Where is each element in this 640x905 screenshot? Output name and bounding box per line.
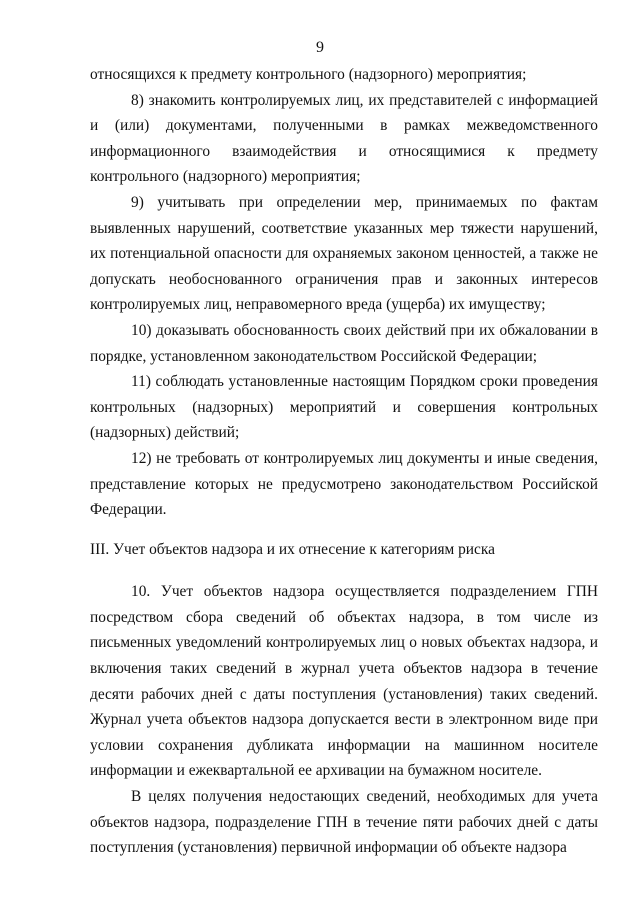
page-number: 9 bbox=[316, 39, 324, 56]
paragraph-section-10-continued: В целях получения недостающих сведений, необходимых для учета объектов надзора, подразделение ГПН в течение пяти рабочих дней с даты поступления (установления) первичной информации об объекте надзора bbox=[90, 788, 598, 857]
paragraph-section-10: 10. Учет объектов надзора осуществляется подразделением ГПН посредством сбора сведений об объектах надзора, в том числе из письменных уведомлений контролируемых лиц о новых объектах надзора, и включения таких сведений в журнал учета объектов надзора в течение десяти рабочих дней с даты поступления (установления) таких сведений. Журнал учета объектов надзора допускается вести в электронном виде при условии сохранения дубликата информации на машинном носителе информации и ежеквартальной ее архивации на бумажном носителе. bbox=[90, 583, 598, 780]
paragraph-item-12: 12) не требовать от контролируемых лиц документы и иные сведения, представление которых не предусмотрено законодательством Российской Федерации. bbox=[90, 449, 598, 519]
paragraph-item-8: 8) знакомить контролируемых лиц, их представителей с информацией и (или) документами, полученными в рамках межведомственного информационного взаимодействия и относящимися к предмету контрольного (надзорного) мероприятия; bbox=[90, 91, 598, 186]
paragraph-continuation: относящихся к предмету контрольного (надзорного) мероприятия; bbox=[90, 66, 527, 83]
section-heading: III. Учет объектов надзора и их отнесение к категориям риска bbox=[90, 540, 495, 558]
paragraph-item-10: 10) доказывать обоснованность своих действий при их обжаловании в порядке, установленном законодательством Российской Федерации; bbox=[90, 321, 598, 365]
paragraph-item-11: 11) соблюдать установленные настоящим Порядком сроки проведения контрольных (надзорных) мероприятий и совершения контрольных (надзорных) действий; bbox=[90, 373, 598, 442]
paragraph-item-9: 9) учитывать при определении мер, принимаемых по фактам выявленных нарушений, соответствие указанных мер тяжести нарушений, их потенциальной опасности для охраняемых законом ценностей, а также не допускать необоснованного ограничения прав и законных интересов контролируемых лиц, неправомерного вреда (ущерба) их имуществу; bbox=[90, 193, 598, 314]
document-body bbox=[90, 62, 598, 861]
